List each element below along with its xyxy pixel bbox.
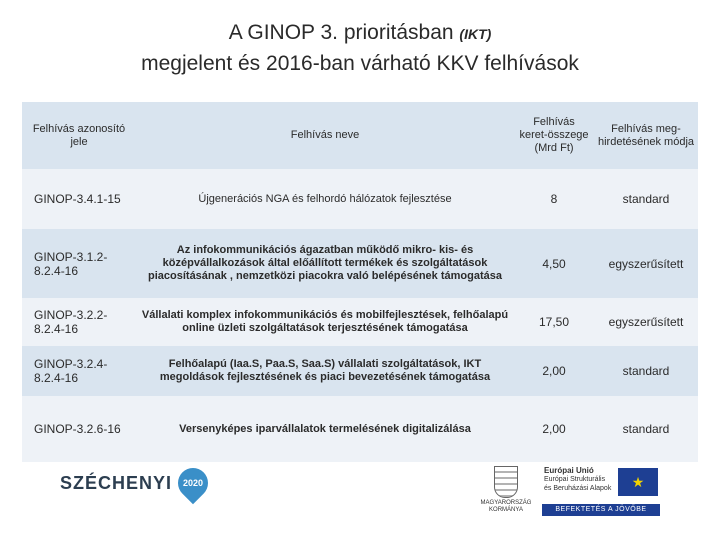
table-row [22, 346, 698, 396]
cell-mode: standard [622, 192, 670, 206]
government-label: MAGYARORSZÁG KORMÁNYA [480, 500, 532, 513]
eu-sub1: Európai Strukturális [544, 476, 606, 483]
header-budget: Felhívás keret-összege (Mrd Ft) [519, 116, 589, 154]
cell-name: Felhőalapú (Iaa.S, Paa.S, Saa.S) vállalati szolgáltatások, IKT megoldások fejlesztésének és piaci bevezetésének támogatása [159, 358, 491, 383]
szechenyi-logo [60, 463, 208, 503]
szechenyi-year: 2020 [183, 478, 204, 488]
cell-name: Vállalati komplex infokommunikációs és mobilfejlesztések, felhőalapú online üzleti szolgáltatások terjesztésének támogatása [141, 309, 509, 334]
cell-budget: 8 [550, 192, 558, 206]
title-line-1 [0, 18, 720, 49]
cell-budget: 2,00 [542, 364, 566, 378]
table-row [22, 229, 698, 298]
coat-of-arms-icon [494, 466, 518, 498]
eu-sub2: és Beruházási Alapok [544, 485, 612, 492]
cell-budget: 4,50 [542, 256, 566, 271]
calls-table [22, 102, 698, 462]
header-name: Felhívás neve [290, 129, 360, 141]
cell-mode: standard [622, 422, 670, 436]
cell-id: GINOP-3.1.2-8.2.4-16 [34, 249, 108, 278]
eu-title: Európai Unió [544, 466, 594, 475]
cell-name: Versenyképes iparvállalatok termelésének digitalizálása [179, 422, 471, 435]
cell-mode: egyszerűsített [608, 256, 684, 271]
page-title [0, 18, 720, 78]
cell-name: Az infokommunikációs ágazatban működő mikro- kis- és középvállalkozások által előállított termékek és szolgáltatások piacosításának , nemzetközi piacokra való belépésének támogatása [148, 244, 502, 282]
table-row [22, 396, 698, 462]
header-mode: Felhívás meg-hirdetésének módja [598, 122, 695, 148]
cell-id: GINOP-3.2.6-16 [34, 422, 121, 436]
eu-band: BEFEKTETÉS A JÖVŐBE [542, 504, 660, 516]
header-id: Felhívás azonosító jele [32, 122, 126, 148]
title-main: A GINOP 3. prioritásban [228, 21, 454, 44]
location-pin-icon [172, 462, 214, 504]
table-row [22, 169, 698, 229]
cell-mode: egyszerűsített [608, 315, 684, 329]
cell-id: GINOP-3.2.2-8.2.4-16 [34, 308, 108, 336]
eu-flag-icon [618, 468, 658, 496]
cell-id: GINOP-3.2.4-8.2.4-16 [34, 357, 108, 385]
cell-name: Újgenerációs NGA és felhordó hálózatok fejlesztése [198, 192, 452, 205]
title-tag: (IKT) [459, 26, 492, 42]
table-header-row [22, 102, 698, 169]
table-row [22, 298, 698, 346]
cell-budget: 2,00 [542, 422, 566, 436]
title-line-2: megjelent és 2016-ban várható KKV felhívások [141, 52, 579, 75]
eu-stars: ★ [631, 473, 645, 490]
eu-text [544, 466, 614, 493]
cell-budget: 17,50 [538, 315, 570, 329]
cell-id: GINOP-3.4.1-15 [34, 192, 121, 206]
government-logo [474, 466, 538, 514]
szechenyi-text: SZÉCHENYI [60, 472, 173, 493]
eu-logo [542, 466, 662, 522]
cell-mode: standard [622, 364, 670, 378]
